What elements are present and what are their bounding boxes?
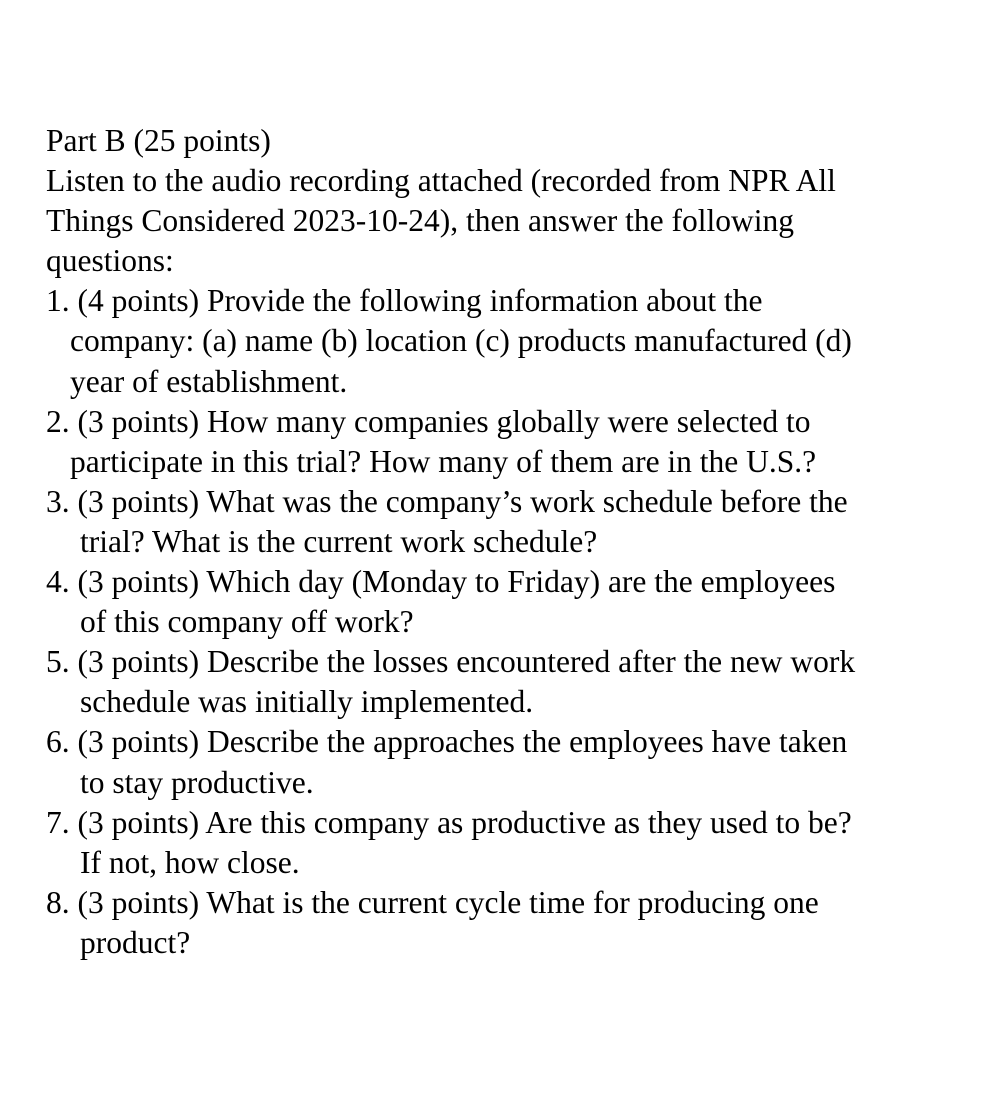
question-text: trial? What is the current work schedule? — [80, 523, 598, 559]
question-text: product? — [80, 924, 191, 960]
question-text: year of establishment. — [70, 363, 348, 399]
question-text: (3 points) Describe the approaches the employees have taken — [77, 724, 848, 760]
question-number: 2. — [46, 403, 70, 439]
question-text: If not, how close. — [80, 844, 300, 880]
question-text: company: (a) name (b) location (c) products manufactured (d) — [70, 323, 852, 359]
question-number: 3. — [46, 483, 70, 519]
question-number: 8. — [46, 884, 70, 920]
question-2 — [46, 402, 946, 482]
question-text: (3 points) Are this company as productive as they used to be? — [77, 804, 852, 840]
question-8 — [46, 883, 946, 963]
question-text: of this company off work? — [80, 604, 414, 640]
question-text: to stay productive. — [80, 764, 314, 800]
question-number: 7. — [46, 804, 70, 840]
question-number: 1. — [46, 283, 70, 319]
question-6 — [46, 722, 946, 802]
question-text: (3 points) Describe the losses encountered after the new work — [77, 644, 856, 680]
intro-line: Listen to the audio recording attached (recorded from NPR All — [46, 163, 836, 199]
question-text: (3 points) Which day (Monday to Friday) are the employees — [77, 564, 836, 600]
question-4 — [46, 562, 946, 642]
intro-line: questions: — [46, 243, 174, 279]
question-text: participate in this trial? How many of them are in the U.S.? — [70, 443, 817, 479]
question-number: 5. — [46, 644, 70, 680]
intro-line: Things Considered 2023-10-24), then answer the following — [46, 203, 794, 239]
question-3 — [46, 482, 946, 562]
question-text: (4 points) Provide the following information about the — [77, 283, 763, 319]
question-5 — [46, 642, 946, 722]
question-7 — [46, 803, 946, 883]
question-number: 6. — [46, 724, 70, 760]
question-text: (3 points) How many companies globally were selected to — [77, 403, 811, 439]
question-text: schedule was initially implemented. — [80, 684, 534, 720]
question-number: 4. — [46, 564, 70, 600]
question-text: (3 points) What was the company’s work schedule before the — [77, 483, 848, 519]
part-title: Part B (25 points) — [46, 123, 271, 158]
question-1 — [46, 281, 946, 401]
document — [46, 121, 946, 963]
question-text: (3 points) What is the current cycle time for producing one — [77, 884, 819, 920]
